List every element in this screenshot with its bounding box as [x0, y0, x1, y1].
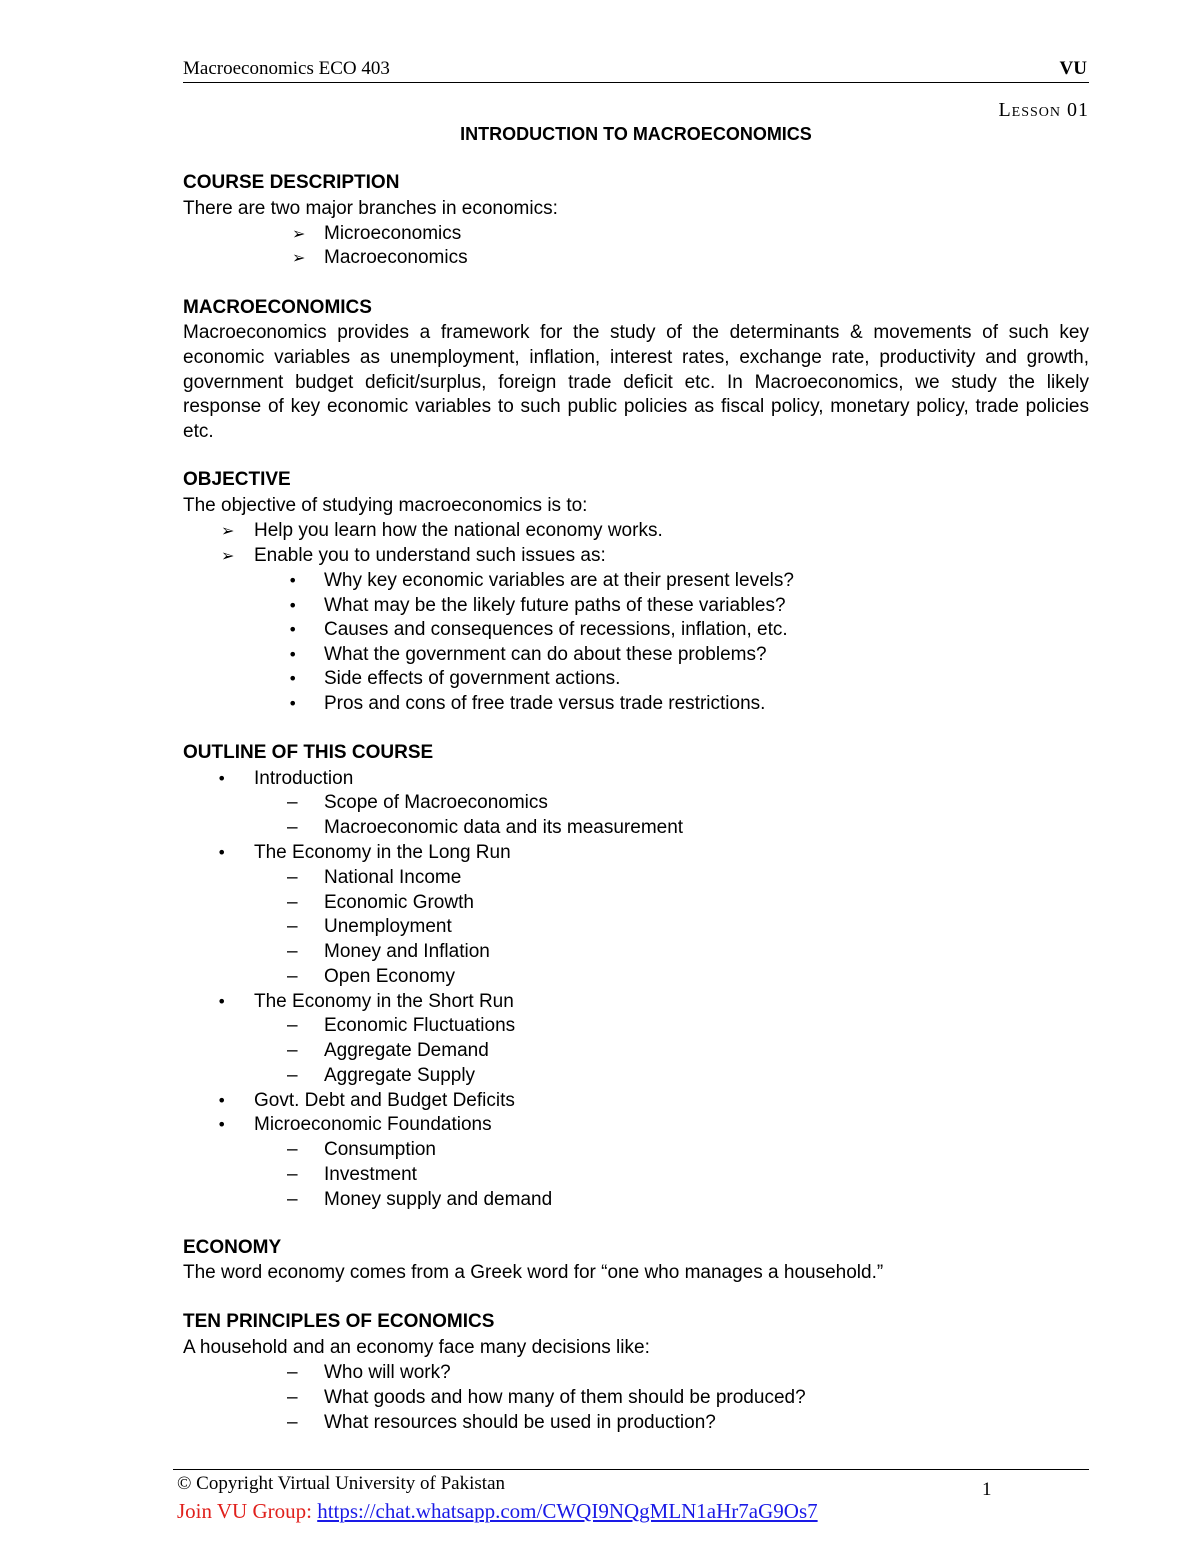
dash-bullet-icon: –	[287, 966, 298, 987]
outline-group-title: Introduction	[254, 768, 354, 789]
dash-bullet-icon: –	[287, 941, 298, 962]
list-item: Side effects of government actions.	[324, 668, 621, 689]
objective-intro: The objective of studying macroeconomics is to:	[183, 495, 588, 516]
bullet-icon: •	[288, 645, 298, 664]
dash-bullet-icon: –	[287, 792, 298, 813]
list-item: Economic Fluctuations	[324, 1015, 516, 1036]
list-item: Aggregate Demand	[324, 1040, 489, 1061]
bullet-icon: •	[288, 571, 298, 590]
arrow-bullet-icon: ➢	[292, 224, 306, 243]
objective-heading: OBJECTIVE	[183, 469, 291, 490]
course-description-heading: COURSE DESCRIPTION	[183, 172, 400, 193]
arrow-bullet-icon: ➢	[292, 248, 306, 267]
list-item: What the government can do about these problems?	[324, 644, 767, 665]
macroeconomics-paragraph: Macroeconomics provides a framework for the study of the determinants & movements of such key economic variables as unemployment, inflation, interest rates, exchange rate, productivity and growth, government budget deficit/surplus, foreign trade deficit etc. In Macroeconomics, we study the likely response of key economic variables to such public policies as fiscal policy, monetary policy, trade policies etc.	[183, 322, 1089, 443]
list-item: Open Economy	[324, 966, 455, 987]
lesson-number: Lesson 01	[998, 99, 1089, 121]
economy-text: The word economy comes from a Greek word for “one who manages a household.”	[183, 1262, 884, 1283]
list-item: National Income	[324, 867, 462, 888]
dash-bullet-icon: –	[287, 1015, 298, 1036]
outline-heading: OUTLINE OF THIS COURSE	[183, 742, 434, 763]
whatsapp-group-link[interactable]: https://chat.whatsapp.com/CWQI9NQgMLN1aHr7aG9Os7	[317, 1499, 818, 1523]
course-description-intro: There are two major branches in economics:	[183, 198, 558, 219]
list-item: Help you learn how the national economy works.	[254, 520, 663, 541]
dash-bullet-icon: –	[287, 817, 298, 838]
dash-bullet-icon: –	[287, 1362, 298, 1383]
list-item: Microeconomics	[324, 223, 462, 244]
header-course-name: Macroeconomics ECO 403	[183, 58, 390, 79]
list-item: Causes and consequences of recessions, inflation, etc.	[324, 619, 788, 640]
principles-heading: TEN PRINCIPLES OF ECONOMICS	[183, 1311, 495, 1332]
footer-copyright: © Copyright Virtual University of Pakistan	[177, 1473, 506, 1494]
bullet-icon: •	[217, 992, 227, 1011]
economy-heading: ECONOMY	[183, 1237, 282, 1258]
list-item: Macroeconomics	[324, 247, 468, 268]
dash-bullet-icon: –	[287, 1387, 298, 1408]
arrow-bullet-icon: ➢	[221, 546, 235, 565]
bullet-icon: •	[217, 843, 227, 862]
dash-bullet-icon: –	[287, 1065, 298, 1086]
dash-bullet-icon: –	[287, 867, 298, 888]
header-vu: VU	[1059, 58, 1087, 79]
outline-group-title: Microeconomic Foundations	[254, 1114, 492, 1135]
list-item: Who will work?	[324, 1362, 451, 1383]
list-item: Scope of Macroeconomics	[324, 792, 548, 813]
list-item: Macroeconomic data and its measurement	[324, 817, 684, 838]
list-item: What may be the likely future paths of these variables?	[324, 595, 786, 616]
list-item: Unemployment	[324, 916, 452, 937]
bullet-icon: •	[217, 1115, 227, 1134]
bullet-icon: •	[288, 596, 298, 615]
dash-bullet-icon: –	[287, 1040, 298, 1061]
bullet-icon: •	[217, 769, 227, 788]
list-item: What goods and how many of them should be produced?	[324, 1387, 806, 1408]
bullet-icon: •	[288, 669, 298, 688]
footer-divider	[173, 1469, 1089, 1470]
list-item: Enable you to understand such issues as:	[254, 545, 606, 566]
bullet-icon: •	[288, 620, 298, 639]
join-label: Join VU Group:	[177, 1499, 318, 1523]
arrow-bullet-icon: ➢	[221, 521, 235, 540]
page-number: 1	[982, 1479, 992, 1500]
list-item: Economic Growth	[324, 892, 474, 913]
page-header	[183, 58, 1089, 83]
principles-intro: A household and an economy face many decisions like:	[183, 1337, 650, 1358]
list-item: Consumption	[324, 1139, 436, 1160]
footer-join-group	[177, 1499, 818, 1524]
outline-group-title: The Economy in the Short Run	[254, 991, 514, 1012]
list-item: Aggregate Supply	[324, 1065, 476, 1086]
page-title: INTRODUCTION TO MACROECONOMICS	[460, 124, 812, 144]
list-item: What resources should be used in production?	[324, 1412, 716, 1433]
list-item: Investment	[324, 1164, 417, 1185]
dash-bullet-icon: –	[287, 1139, 298, 1160]
bullet-icon: •	[217, 1091, 227, 1110]
outline-group-title: Govt. Debt and Budget Deficits	[254, 1090, 515, 1111]
list-item: Why key economic variables are at their present levels?	[324, 570, 794, 591]
list-item: Money supply and demand	[324, 1189, 553, 1210]
outline-group-title: The Economy in the Long Run	[254, 842, 511, 863]
dash-bullet-icon: –	[287, 1412, 298, 1433]
bullet-icon: •	[288, 694, 298, 713]
dash-bullet-icon: –	[287, 1164, 298, 1185]
macroeconomics-heading: MACROECONOMICS	[183, 297, 372, 318]
dash-bullet-icon: –	[287, 1189, 298, 1210]
list-item: Money and Inflation	[324, 941, 490, 962]
list-item: Pros and cons of free trade versus trade restrictions.	[324, 693, 766, 714]
dash-bullet-icon: –	[287, 892, 298, 913]
dash-bullet-icon: –	[287, 916, 298, 937]
